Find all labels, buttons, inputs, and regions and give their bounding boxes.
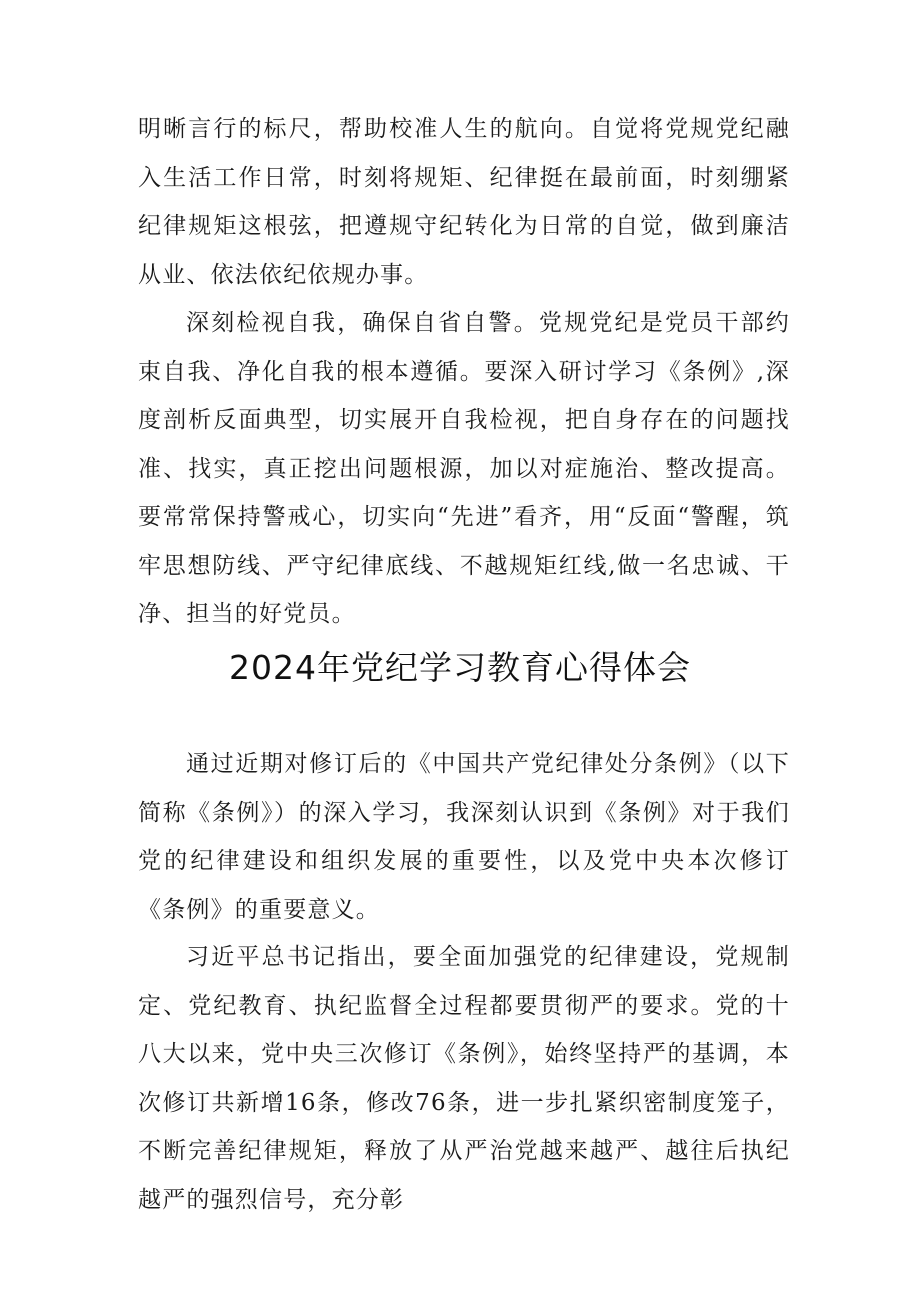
document-title: 2024年党纪学习教育心得体会 xyxy=(229,648,691,687)
paragraph-continuation: 明晰言行的标尺，帮助校准人生的航向。自觉将党规党纪融入生活工作日常，时刻将规矩、纪律挺在最前面，时刻绷紧纪律规矩这根弦，把遵规守纪转化为日常的自觉，做到廉洁从业、依法依纪依规办事。 xyxy=(138,116,790,288)
paragraph-introduction: 通过近期对修订后的《中国共产党纪律处分条例》（以下简称《条例》）的深入学习，我深刻认识到《条例》对于我们党的纪律建设和组织发展的重要性，以及党中央本次修订《条例》的重要意义。 xyxy=(138,751,790,923)
paragraph-xi-remarks: 习近平总书记指出，要全面加强党的纪律建设，党规制定、党纪教育、执纪监督全过程都要贯彻严的要求。党的十八大以来，党中央三次修订《条例》，始终坚持严的基调，本次修订共新增16条，修改76条，进一步扎紧织密制度笼子，不断完善纪律规矩，释放了从严治党越来越严、越往后执纪越严的强烈信号，充分彰 xyxy=(138,944,790,1213)
paragraph-self-examination: 深刻检视自我，确保自省自警。党规党纪是党员干部约束自我、净化自我的根本遵循。要深入研讨学习《条例》,深度剖析反面典型，切实展开自我检视，把自身存在的问题找准、找实，真正挖出问题根源，加以对症施治、整改提高。要常常保持警戒心，切实向“先进”看齐，用“反面“警醒，筑牢思想防线、严守纪律底线、不越规矩红线,做一名忠诚、干净、担当的好党员。 xyxy=(138,310,790,627)
